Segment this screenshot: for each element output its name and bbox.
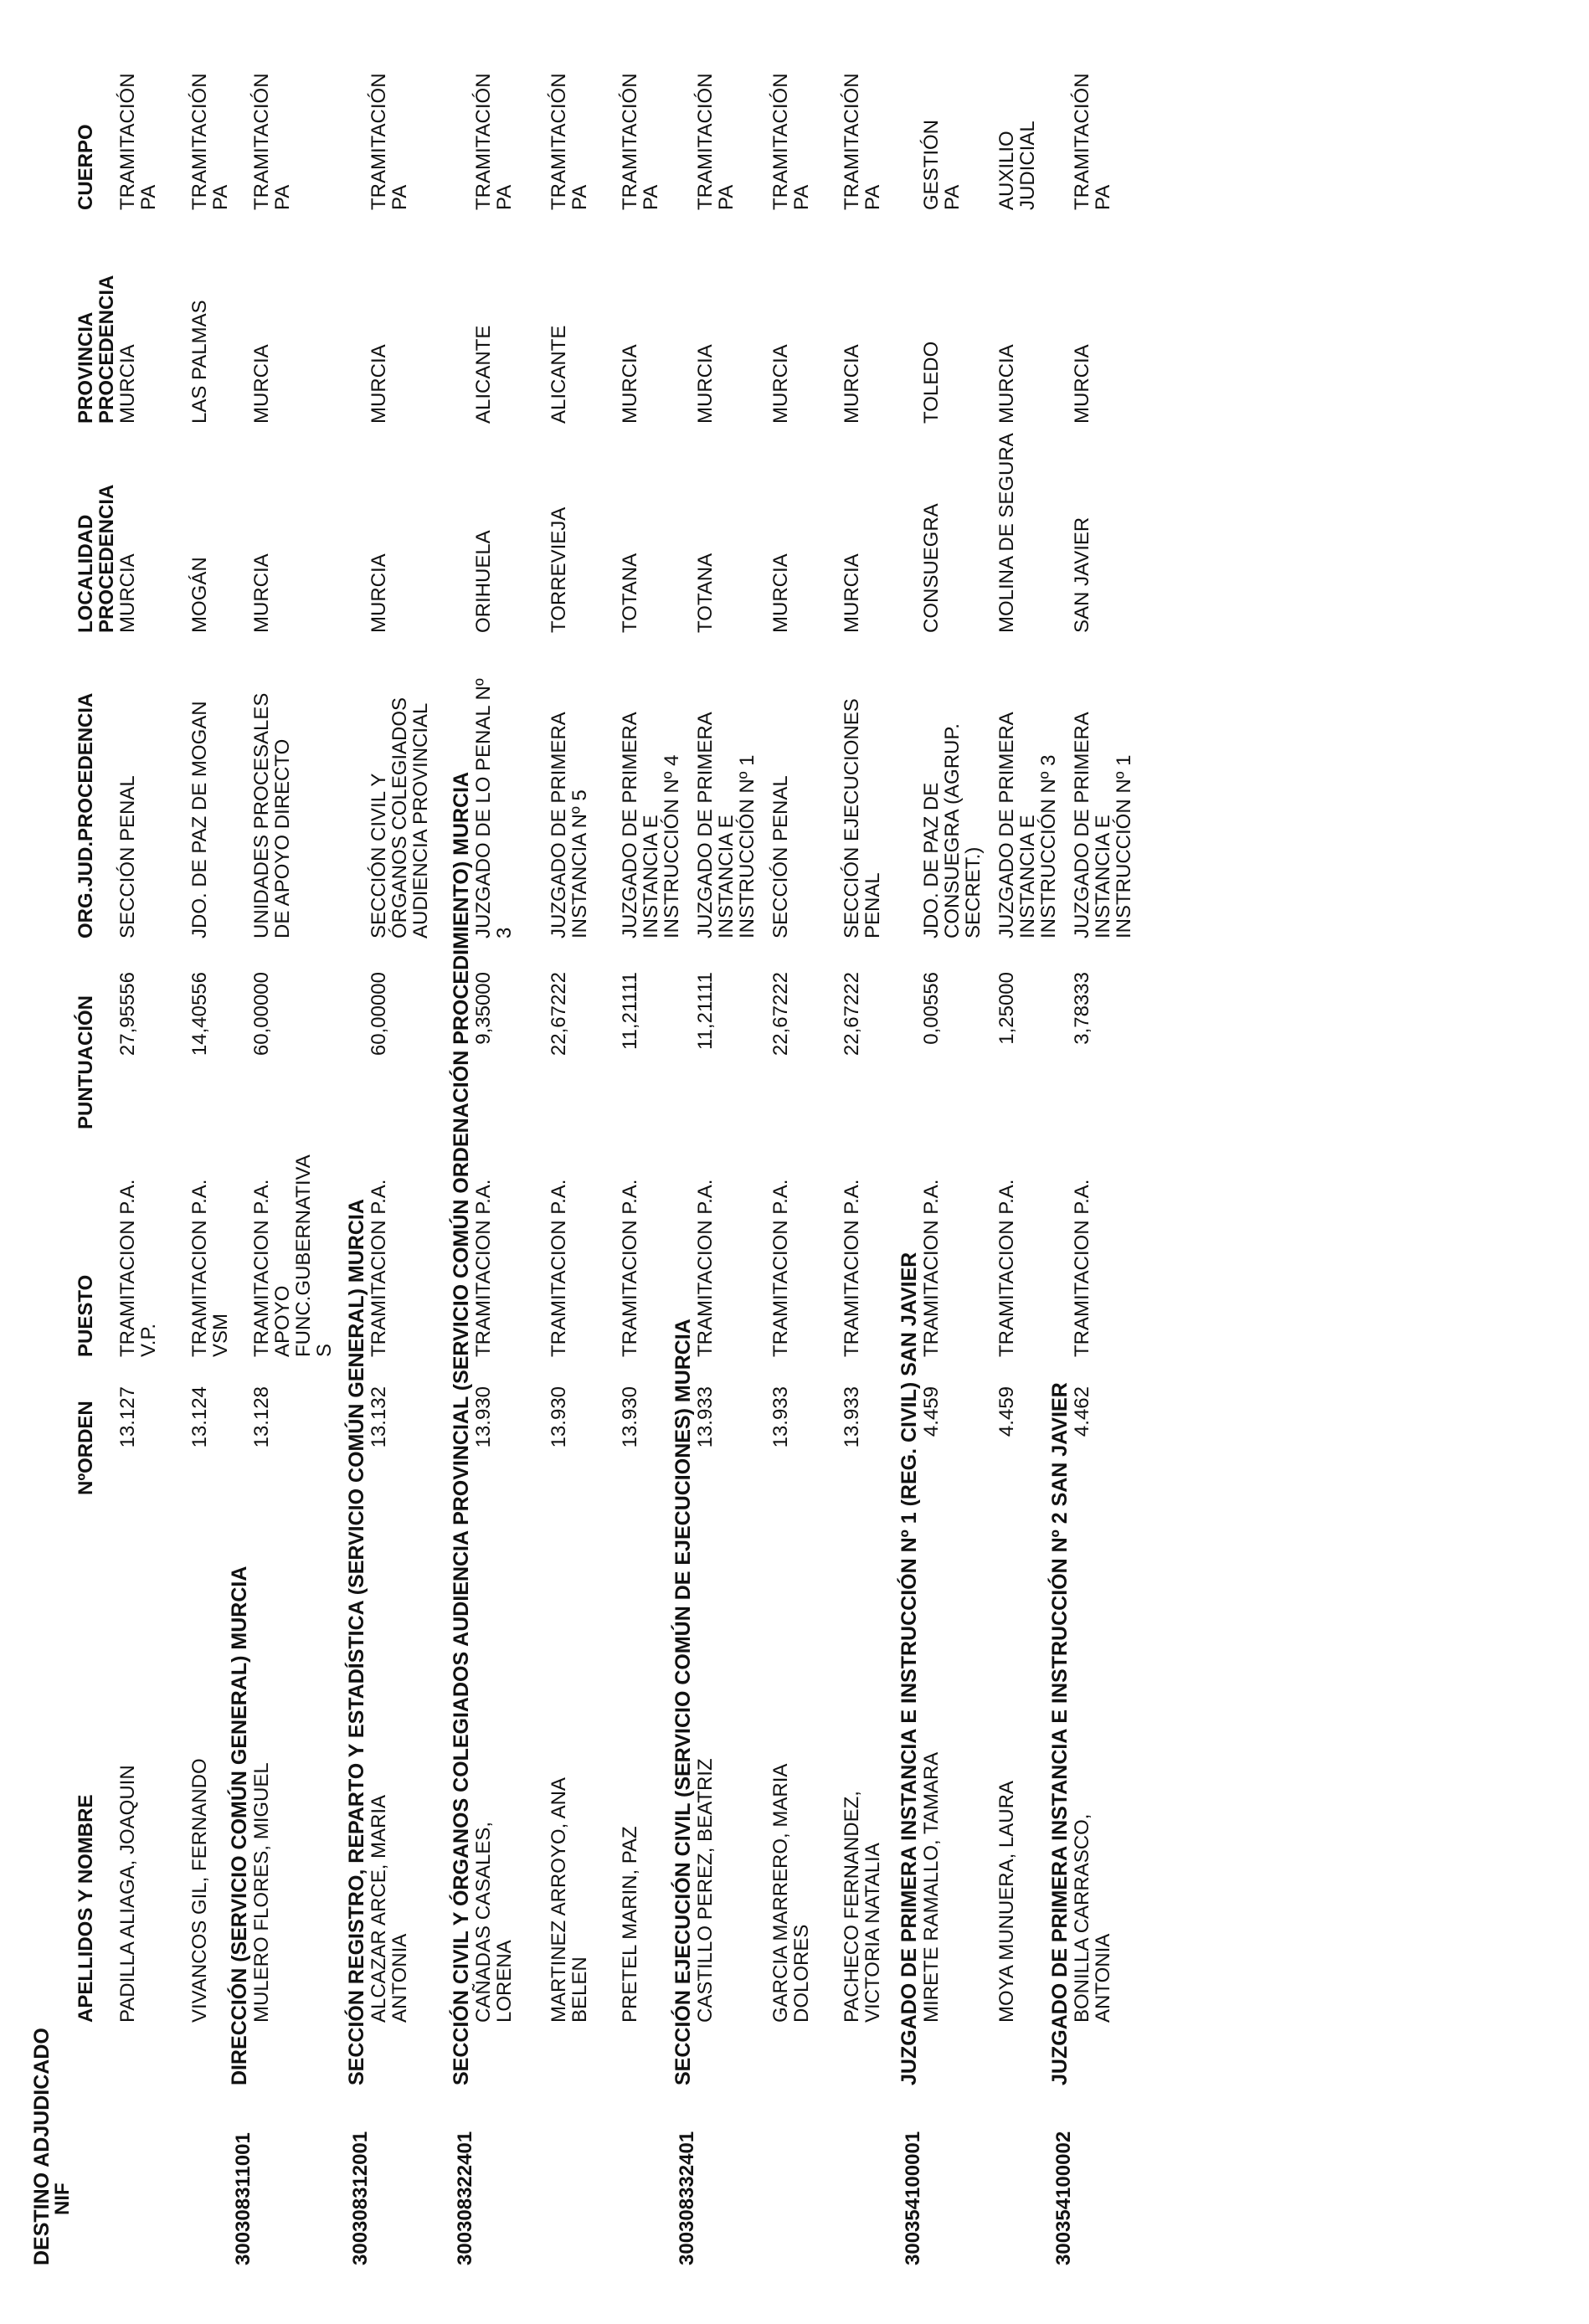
cell-loc: MURCIA <box>116 553 139 633</box>
cell-orden: 4.462 <box>1071 1386 1093 1437</box>
cell-orden: 4.459 <box>995 1386 1018 1437</box>
cell-orden: 13.933 <box>841 1386 863 1448</box>
cell-orden: 13.933 <box>769 1386 792 1448</box>
cell-cuerpo: AUXILIO JUDICIAL <box>995 121 1039 210</box>
cell-org: SECCIÓN PENAL <box>116 775 139 938</box>
cell-orden: 4.459 <box>920 1386 943 1437</box>
cell-prov: ALICANTE <box>472 325 495 424</box>
cell-orden: 13.124 <box>188 1386 211 1448</box>
cell-prov: MURCIA <box>694 344 717 424</box>
cell-puesto: TRAMITACION P.A. <box>694 1179 717 1357</box>
cell-nombre: MOYA MUNUERA, LAURA <box>995 1781 1018 2023</box>
cell-puesto: TRAMITACION P.A. <box>1071 1179 1093 1357</box>
cell-org: JUZGADO DE LO PENAL Nº 3 <box>472 678 516 938</box>
header-nombre: APELLIDOS Y NOMBRE <box>75 1794 97 2023</box>
cell-puesto: TRAMITACION P.A. V.P. <box>116 1179 160 1357</box>
cell-punt: 3,78333 <box>1071 972 1093 1045</box>
cell-orden: 13.930 <box>472 1386 495 1448</box>
cell-loc: MURCIA <box>841 553 863 633</box>
header-puntuacion: PUNTUACIÓN <box>75 995 97 1129</box>
cell-orden: 13.132 <box>368 1386 390 1448</box>
cell-prov: MURCIA <box>619 344 641 424</box>
cell-puesto: TRAMITACION P.A. <box>769 1179 792 1357</box>
cell-puesto: TRAMITACION P.A. <box>548 1179 570 1357</box>
cell-prov: MURCIA <box>1071 344 1093 424</box>
cell-prov: ALICANTE <box>548 325 570 424</box>
cell-org: UNIDADES PROCESALES DE APOYO DIRECTO <box>250 692 294 938</box>
cell-loc: MOGÁN <box>188 557 211 633</box>
header-nif: NIF <box>51 2183 74 2215</box>
cell-punt: 9,35000 <box>472 972 495 1045</box>
section-title: JUZGADO DE PRIMERA INSTANCIA E INSTRUCCIÓN Nº 2 SAN JAVIER <box>1048 1382 1072 2085</box>
cell-org: JDO. DE PAZ DE MOGAN <box>188 701 211 938</box>
cell-prov: MURCIA <box>250 344 273 424</box>
cell-punt: 1,25000 <box>995 972 1018 1045</box>
cell-nombre: BONILLA CARRASCO, ANTONIA <box>1071 1813 1114 2023</box>
cell-loc: TORREVIEJA <box>548 506 570 633</box>
section-title: JUZGADO DE PRIMERA INSTANCIA E INSTRUCCIÓN Nº 1 (REG. CIVIL) SAN JAVIER <box>897 1252 921 2085</box>
cell-punt: 0,00556 <box>920 972 943 1045</box>
cell-puesto: TRAMITACION P.A. VSM <box>188 1179 232 1357</box>
cell-punt: 27,95556 <box>116 972 139 1057</box>
cell-puesto: TRAMITACION P.A. <box>841 1179 863 1357</box>
cell-cuerpo: TRAMITACIÓN PA <box>1071 73 1114 210</box>
cell-prov: TOLEDO <box>920 341 943 424</box>
header-puesto: PUESTO <box>75 1274 97 1357</box>
header-provincia: PROVINCIA PROCEDENCIA <box>75 275 118 424</box>
cell-puesto: TRAMITACION P.A. <box>995 1179 1018 1357</box>
header-orden: NºORDEN <box>75 1401 97 1495</box>
cell-nombre: PACHECO FERNANDEZ, VICTORIA NATALIA <box>841 1791 884 2023</box>
row-nif: 300308311001 <box>232 2132 255 2265</box>
cell-prov: MURCIA <box>841 344 863 424</box>
cell-puesto: TRAMITACION P.A. <box>368 1179 390 1357</box>
cell-puesto: TRAMITACION P.A. APOYO FUNC.GUBERNATIVA S <box>250 1155 336 1357</box>
cell-punt: 60,00000 <box>368 972 390 1057</box>
cell-prov: MURCIA <box>116 344 139 424</box>
cell-nombre: VIVANCOS GIL, FERNANDO <box>188 1758 211 2023</box>
cell-loc: SAN JAVIER <box>1071 517 1093 633</box>
cell-org: JUZGADO DE PRIMERA INSTANCIA E INSTRUCCIÓN Nº 1 <box>1071 712 1135 938</box>
cell-cuerpo: TRAMITACIÓN PA <box>188 73 232 210</box>
header-cuerpo: CUERPO <box>75 124 97 210</box>
cell-nombre: MIRETE RAMALLO, TAMARA <box>920 1751 943 2023</box>
cell-cuerpo: TRAMITACIÓN PA <box>250 73 294 210</box>
cell-nombre: GARCIA MARRERO, MARIA DOLORES <box>769 1764 813 2023</box>
cell-cuerpo: TRAMITACIÓN PA <box>548 73 591 210</box>
cell-cuerpo: TRAMITACIÓN PA <box>472 73 516 210</box>
cell-orden: 13.933 <box>694 1386 717 1448</box>
cell-punt: 22,67222 <box>769 972 792 1057</box>
cell-orden: 13.128 <box>250 1386 273 1448</box>
cell-puesto: TRAMITACION P.A. <box>472 1179 495 1357</box>
cell-nombre: ALCAZAR ARCE, MARIA ANTONIA <box>368 1796 411 2023</box>
cell-nombre: PADILLA ALIAGA, JOAQUIN <box>116 1765 139 2023</box>
row-nif: 300308332401 <box>676 2131 698 2265</box>
cell-prov: LAS PALMAS <box>188 300 211 424</box>
row-nif: 300354100002 <box>1052 2131 1075 2265</box>
cell-cuerpo: GESTIÓN PA <box>920 119 964 210</box>
cell-orden: 13.930 <box>548 1386 570 1448</box>
cell-org: SECCIÓN PENAL <box>769 775 792 938</box>
row-nif: 300308322401 <box>454 2131 476 2265</box>
cell-puesto: TRAMITACION P.A. <box>920 1179 943 1357</box>
cell-org: JUZGADO DE PRIMERA INSTANCIA E INSTRUCCIÓN Nº 4 <box>619 712 683 938</box>
cell-org: JUZGADO DE PRIMERA INSTANCIA E INSTRUCCIÓN Nº 3 <box>995 712 1060 938</box>
cell-punt: 11,21111 <box>619 972 641 1050</box>
cell-nombre: MULERO FLORES, MIGUEL <box>250 1762 273 2023</box>
section-title: SECCIÓN CIVIL Y ÓRGANOS COLEGIADOS AUDIENCIA PROVINCIAL (SERVICIO COMÚN ORDENACIÓN PROCEDIMIENTO) MURCIA <box>450 771 473 2085</box>
cell-nombre: CASTILLO PEREZ, BEATRIZ <box>694 1758 717 2023</box>
row-nif: 300354100001 <box>902 2131 924 2265</box>
cell-loc: MURCIA <box>769 553 792 633</box>
cell-prov: MURCIA <box>995 344 1018 424</box>
cell-org: JUZGADO DE PRIMERA INSTANCIA E INSTRUCCIÓN Nº 1 <box>694 712 759 938</box>
cell-orden: 13.930 <box>619 1386 641 1448</box>
cell-org: SECCIÓN CIVIL Y ÓRGANOS COLEGIADOS AUDIENCIA PROVINCIAL <box>368 697 432 938</box>
cell-loc: MOLINA DE SEGURA <box>995 433 1018 633</box>
header-org-procedencia: ORG.JUD.PROCEDENCIA <box>75 692 97 938</box>
cell-org: SECCIÓN EJECUCIONES PENAL <box>841 698 884 938</box>
cell-loc: MURCIA <box>250 553 273 633</box>
cell-loc: TOTANA <box>619 553 641 633</box>
cell-org: JUZGADO DE PRIMERA INSTANCIA Nº 5 <box>548 712 591 938</box>
cell-loc: TOTANA <box>694 553 717 633</box>
cell-punt: 60,00000 <box>250 972 273 1057</box>
cell-loc: CONSUEGRA <box>920 503 943 633</box>
cell-prov: MURCIA <box>368 344 390 424</box>
cell-cuerpo: TRAMITACIÓN PA <box>116 73 160 210</box>
cell-orden: 13.127 <box>116 1386 139 1448</box>
cell-nombre: PRETEL MARIN, PAZ <box>619 1826 641 2023</box>
cell-cuerpo: TRAMITACIÓN PA <box>841 73 884 210</box>
cell-punt: 11,21111 <box>694 972 717 1050</box>
cell-prov: MURCIA <box>769 344 792 424</box>
row-nif: 300308312001 <box>349 2131 372 2265</box>
cell-cuerpo: TRAMITACIÓN PA <box>619 73 662 210</box>
cell-punt: 22,67222 <box>548 972 570 1057</box>
cell-punt: 14,40556 <box>188 972 211 1057</box>
document-title: DESTINO ADJUDICADO <box>30 2028 54 2265</box>
cell-org: JDO. DE PAZ DE CONSUEGRA (AGRUP. SECRET.) <box>920 723 985 938</box>
section-title: SECCIÓN REGISTRO, REPARTO Y ESTADÍSTICA (SERVICIO COMÚN GENERAL) MURCIA <box>345 1199 368 2085</box>
header-localidad: LOCALIDAD PROCEDENCIA <box>75 484 118 633</box>
cell-cuerpo: TRAMITACIÓN PA <box>368 73 411 210</box>
cell-loc: MURCIA <box>368 553 390 633</box>
cell-puesto: TRAMITACION P.A. <box>619 1179 641 1357</box>
section-title: SECCIÓN EJECUCIÓN CIVIL (SERVICIO COMÚN DE EJECUCIONES) MURCIA <box>671 1319 695 2085</box>
cell-punt: 22,67222 <box>841 972 863 1057</box>
cell-loc: ORIHUELA <box>472 530 495 633</box>
cell-nombre: CAÑADAS CASALES, LORENA <box>472 1821 516 2023</box>
cell-cuerpo: TRAMITACIÓN PA <box>769 73 813 210</box>
cell-cuerpo: TRAMITACIÓN PA <box>694 73 738 210</box>
cell-nombre: MARTINEZ ARROYO, ANA BELEN <box>548 1778 591 2023</box>
section-title: DIRECCIÓN (SERVICIO COMÚN GENERAL) MURCIA <box>228 1566 251 2085</box>
